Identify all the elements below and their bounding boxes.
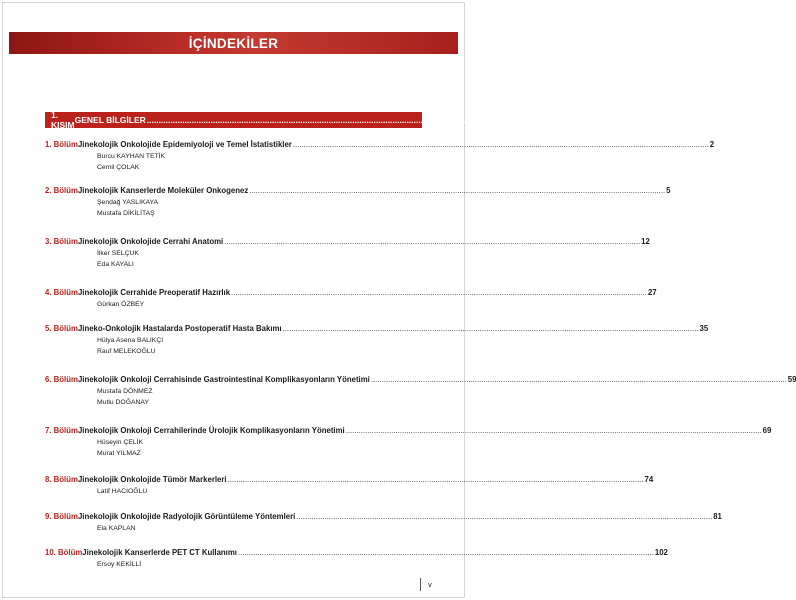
toc-entry-chapter-9[interactable] <box>45 512 722 535</box>
dot-leader: ................................................................................................................................................................................................ <box>146 115 601 125</box>
chapter-title: Jinekolojik Kanserlerde PET CT Kullanımı <box>82 548 237 557</box>
part-heading[interactable] <box>45 110 606 130</box>
chapter-page-number: 59 <box>787 375 796 384</box>
dot-leader: ................................................................................................................................................................................................ <box>237 548 654 557</box>
author-name: İlker SELÇUK <box>97 250 139 257</box>
footer-divider <box>420 578 421 591</box>
dot-leader: ................................................................................................................................................................................................ <box>296 512 713 521</box>
author-name: Murat YILMAZ <box>97 449 141 457</box>
chapter-number: 1. Bölüm <box>45 140 78 149</box>
toc-entry-chapter-1[interactable] <box>45 140 715 173</box>
dot-leader: ................................................................................................................................................................................................ <box>345 426 762 435</box>
dot-leader: ................................................................................................................................................................................................ <box>227 475 644 484</box>
author-name: Ersoy KEKİLLİ <box>97 561 142 568</box>
author-name: Mustafa DİKİLİTAŞ <box>97 209 155 217</box>
author-name: Şendağ YASLIKAYA <box>97 199 159 206</box>
author-name: Ela KAPLAN <box>97 525 136 532</box>
chapter-page-number: 12 <box>641 237 650 246</box>
toc-entry-chapter-2[interactable] <box>45 186 671 219</box>
chapter-title: Jinekolojik Onkolojide Tümör Markerleri <box>77 475 227 484</box>
chapter-title: Jinekolojik Onkolojide Radyolojik Görüntüleme Yöntemleri <box>77 512 296 521</box>
dot-leader: ................................................................................................................................................................................................ <box>231 288 647 297</box>
chapter-number: 4. Bölüm <box>45 288 78 297</box>
chapter-number: 10. Bölüm <box>45 548 83 557</box>
dot-leader: ................................................................................................................................................................................................ <box>249 186 666 195</box>
chapter-page-number: 35 <box>699 324 709 333</box>
author-name: Latif HACIOĞLU <box>97 488 148 495</box>
dot-leader: ................................................................................................................................................................................................ <box>282 324 699 333</box>
chapter-number: 5. Bölüm <box>45 324 78 333</box>
page-title-banner <box>9 32 458 54</box>
author-name: Mutlu DOĞANAY <box>97 398 149 406</box>
chapter-title: Jinekolojik Onkoloji Cerrahilerinde Ürolojik Komplikasyonların Yönetimi <box>77 426 345 435</box>
author-name: Mustafa DÖNMEZ <box>97 388 153 395</box>
toc-entry-chapter-4[interactable] <box>45 288 657 311</box>
chapter-page-number: 27 <box>647 288 657 297</box>
chapter-page-number: 81 <box>713 512 722 521</box>
dot-leader: ................................................................................................................................................................................................ <box>224 237 641 246</box>
toc-entry-chapter-8[interactable] <box>45 475 654 498</box>
chapter-title: Jinekolojik Kanserlerde Moleküler Onkogenez <box>77 186 249 195</box>
chapter-page-number: 102 <box>654 548 668 557</box>
toc-entry-chapter-10[interactable] <box>45 548 668 571</box>
chapter-page-number: 2 <box>709 140 715 149</box>
dot-leader: ................................................................................................................................................................................................ <box>292 140 709 149</box>
page-title: İÇİNDEKİLER <box>188 35 279 51</box>
chapter-number: 8. Bölüm <box>45 475 78 484</box>
chapter-title: Jineko-Onkolojik Hastalarda Postoperatif Hasta Bakımı <box>77 324 282 333</box>
chapter-page-number: 74 <box>644 475 654 484</box>
chapter-title: Jinekolojik Onkoloji Cerrahisinde Gastrointestinal Komplikasyonların Yönetimi <box>77 375 370 384</box>
author-name: Burcu KAYHAN TETİK <box>97 153 166 160</box>
chapter-title: Jinekolojik Onkolojide Cerrahi Anatomi <box>77 237 224 246</box>
dot-leader: ................................................................................................................................................................................................ <box>370 375 787 384</box>
part-title: GENEL BİLGİLER <box>74 115 146 125</box>
chapter-page-number: 5 <box>666 186 671 195</box>
author-name: Cemil ÇOLAK <box>97 163 140 171</box>
chapter-number: 2. Bölüm <box>45 186 78 195</box>
chapter-number: 7. Bölüm <box>45 426 78 435</box>
chapter-number: 6. Bölüm <box>45 375 78 384</box>
author-name: Hülya Asena BALIKÇI <box>97 337 164 344</box>
chapter-number: 9. Bölüm <box>45 512 78 521</box>
chapter-title: Jinekolojik Onkolojide Epidemiyoloji ve Temel İstatistikler <box>77 140 292 149</box>
toc-entry-chapter-5[interactable] <box>45 324 709 357</box>
part-number: 1. KISIM <box>51 110 75 130</box>
toc-entry-chapter-6[interactable] <box>45 375 796 408</box>
part-page-number: 1 <box>601 115 606 125</box>
footer-page-number: v <box>428 580 432 589</box>
chapter-page-number: 69 <box>762 426 772 435</box>
chapter-number: 3. Bölüm <box>45 237 78 246</box>
toc-entry-chapter-7[interactable] <box>45 426 772 459</box>
chapter-title: Jinekolojik Cerrahide Preoperatif Hazırlık <box>77 288 231 297</box>
toc-entry-chapter-3[interactable] <box>45 237 650 270</box>
author-name: Rauf MELEKOĞLU <box>97 347 156 355</box>
author-name: Gürkan ÖZBEY <box>97 301 145 308</box>
author-name: Hüseyin ÇELİK <box>97 439 144 446</box>
author-name: Eda KAYALI <box>97 260 134 268</box>
